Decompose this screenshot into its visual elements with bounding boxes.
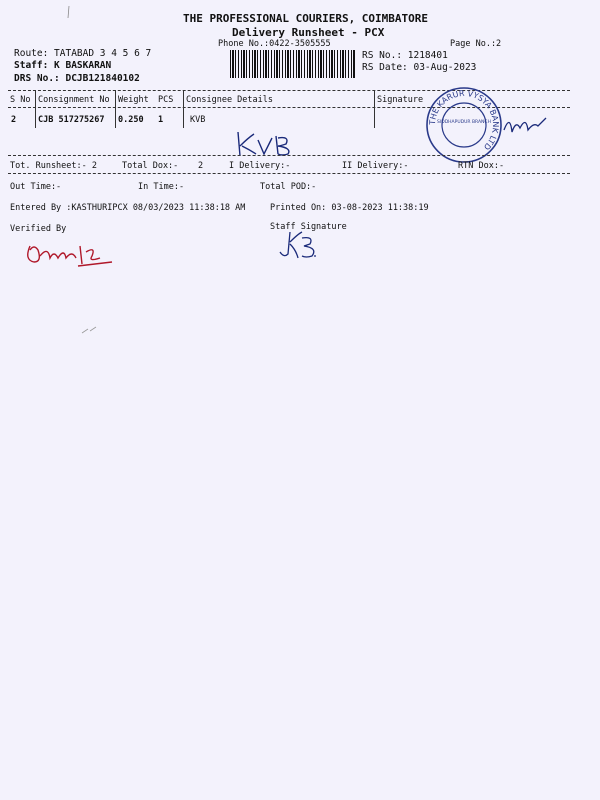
- page-number: Page No.:2: [450, 39, 502, 49]
- cell-consignment: CJB 517275267: [38, 115, 105, 125]
- col-header-consignee: Consignee Details: [186, 95, 273, 105]
- verified-signature: [20, 236, 120, 272]
- col-divider: [183, 90, 184, 128]
- drs-number: DRS No.: DCJB121840102: [14, 73, 140, 84]
- tot-runsheet: Tot. Runsheet:- 2: [10, 161, 97, 171]
- rs-number: RS No.: 1218401: [362, 50, 448, 61]
- total-dox: Total Dox:-: [122, 161, 179, 171]
- stray-mark: [64, 4, 74, 24]
- out-time: Out Time:-: [10, 182, 62, 192]
- col-header-signature: Signature: [377, 95, 424, 105]
- cell-pcs: 1: [158, 115, 164, 125]
- route: Route: TATABAD 3 4 5 6 7: [14, 48, 152, 59]
- i-delivery: I Delivery:-: [229, 161, 291, 171]
- stamp-bank-text: THE KARUR VYSYA BANK LTD: [427, 88, 501, 152]
- stray-mark: [80, 325, 100, 335]
- stamp-branch-text: SIDDHAPUDUR BRANCH: [437, 120, 491, 125]
- barcode: [230, 50, 355, 78]
- col-header-pcs: PCS: [158, 95, 174, 105]
- col-header-sno: S No: [10, 95, 31, 105]
- total-pod: Total POD:-: [260, 182, 317, 192]
- cell-consignee: KVB: [190, 115, 206, 125]
- col-divider: [35, 90, 36, 128]
- document-title: Delivery Runsheet - PCX: [232, 26, 385, 39]
- signature-scribble: [500, 110, 550, 140]
- verified-by-label: Verified By: [10, 224, 67, 234]
- bank-stamp: [424, 85, 504, 165]
- staff-signature: [276, 228, 326, 264]
- company-name: THE PROFESSIONAL COURIERS, COIMBATORE: [183, 12, 429, 25]
- staff-signature-label: Staff Signature: [270, 222, 347, 232]
- cell-weight: 0.250: [118, 115, 144, 125]
- entered-by: Entered By :KASTHURIPCX 08/03/2023 11:38:18 AM: [10, 203, 246, 213]
- printed-on: Printed On: 03-08-2023 11:38:19: [270, 203, 429, 213]
- rs-date: RS Date: 03-Aug-2023: [362, 62, 477, 73]
- summary-rule: [8, 173, 570, 174]
- phone-number: Phone No.:0422-3505555: [218, 39, 331, 49]
- rtn-dox: RTN Dox:-: [458, 161, 505, 171]
- staff: Staff: K BASKARAN: [14, 60, 112, 71]
- total-dox-value: 2: [198, 161, 204, 171]
- col-header-consignment: Consignment No: [38, 95, 110, 105]
- in-time: In Time:-: [138, 182, 185, 192]
- col-divider: [374, 90, 375, 128]
- table-bottom-rule: [8, 155, 570, 156]
- ii-delivery: II Delivery:-: [342, 161, 409, 171]
- col-divider: [115, 90, 116, 128]
- cell-sno: 2: [11, 115, 17, 125]
- col-header-weight: Weight: [118, 95, 149, 105]
